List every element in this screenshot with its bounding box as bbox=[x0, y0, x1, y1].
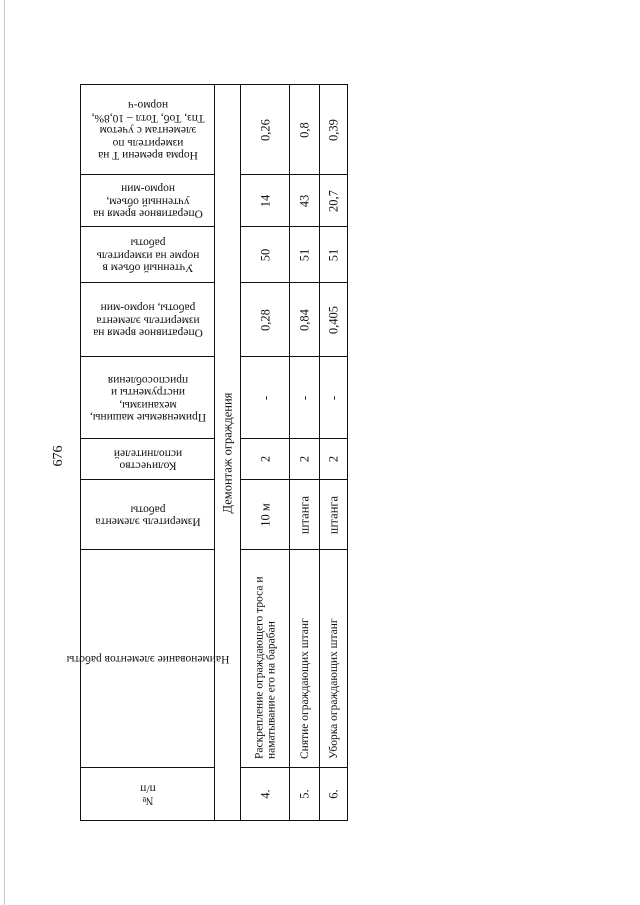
table-row bbox=[240, 85, 290, 820]
cell-executors: 2 bbox=[290, 438, 320, 479]
cell-op-time: 0,405 bbox=[320, 282, 348, 356]
scan-edge-line bbox=[4, 0, 5, 905]
cell-meter: штанга bbox=[290, 479, 320, 549]
header-num: № п/п bbox=[81, 767, 214, 820]
cell-op-time-volume: 43 bbox=[290, 174, 320, 226]
header-volume: Учтенный объем в норме на измеритель работы bbox=[81, 226, 214, 282]
cell-op-time-volume: 20,7 bbox=[320, 174, 348, 226]
cell-meter: 10 м bbox=[241, 479, 290, 549]
norm-table bbox=[66, 84, 348, 821]
cell-op-time: 0,28 bbox=[241, 282, 290, 356]
section-column bbox=[214, 85, 241, 820]
header-machines: Применяемые машины, механизмы, инструменты и приспособления bbox=[81, 356, 214, 438]
cell-num: 5. bbox=[290, 767, 320, 820]
cell-norm-time: 0,39 bbox=[326, 118, 341, 141]
cell-machines: - bbox=[241, 356, 290, 438]
cell-num: 6. bbox=[320, 767, 348, 820]
cell-op-time-volume: 14 bbox=[241, 174, 290, 226]
cell-machines: - bbox=[320, 356, 348, 438]
cell-name: Раскрепление ограждающего троса и наматывание его на барабан bbox=[241, 549, 290, 767]
cell-norm-time: 0,26 bbox=[257, 118, 272, 141]
header-name: Наименование элементов работы bbox=[81, 549, 214, 767]
table-row bbox=[319, 85, 348, 820]
cell-machines: - bbox=[290, 356, 320, 438]
cell-volume: 50 bbox=[241, 226, 290, 282]
cell-meter: штанга bbox=[320, 479, 348, 549]
cell-num: 4. bbox=[241, 767, 290, 820]
header-op-time: Оперативное время на измеритель элемента работы, нормо-мин bbox=[81, 282, 214, 356]
cell-volume: 51 bbox=[320, 226, 348, 282]
header-op-time-volume: Оперативное время на учтенный объем, нормо-мин bbox=[81, 174, 214, 226]
cell-name: Снятие ограждающих штанг bbox=[290, 549, 320, 767]
cell-norm-time: 0,8 bbox=[297, 121, 312, 138]
header-meter: Измеритель элемента работы bbox=[81, 479, 214, 549]
cell-volume: 51 bbox=[290, 226, 320, 282]
header-norm-time: Норма времени Т на измеритель по элементам с учетом Тпз, Тоб, Тотл – 10,8%, нормо-ч bbox=[91, 98, 204, 161]
cell-op-time: 0,84 bbox=[290, 282, 320, 356]
cell-executors: 2 bbox=[241, 438, 290, 479]
header-executors: Количество исполнителей bbox=[81, 438, 214, 479]
section-title: Демонтаж ограждения bbox=[220, 392, 235, 513]
table-row bbox=[289, 85, 320, 820]
cell-name: Уборка ограждающих штанг bbox=[320, 549, 348, 767]
cell-executors: 2 bbox=[320, 438, 348, 479]
page-number: 676 bbox=[51, 445, 66, 467]
